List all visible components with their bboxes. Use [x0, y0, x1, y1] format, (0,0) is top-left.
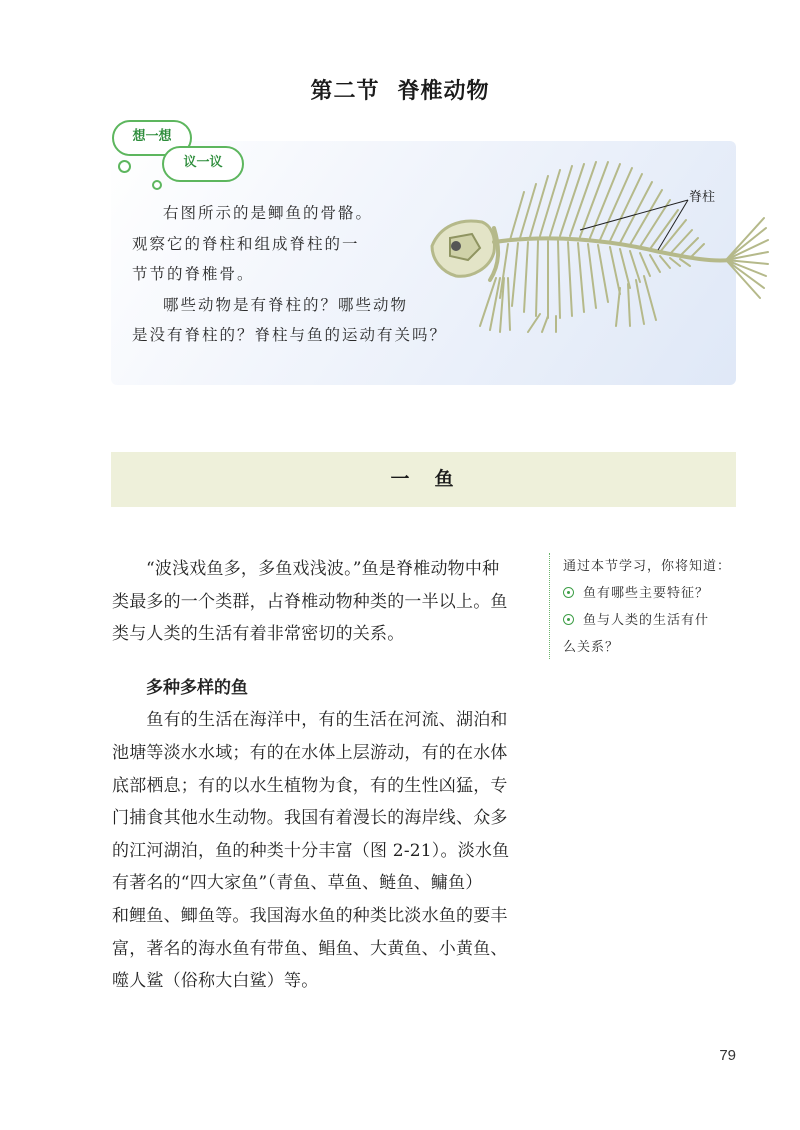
learning-goal-text: 鱼有哪些主要特征？	[583, 586, 710, 601]
intro-line: 类最多的一个类群，占脊椎动物种类的一半以上。鱼	[112, 591, 508, 612]
body-line: 鱼有的生活在海洋中，有的生活在河流、湖泊和	[112, 710, 508, 731]
learning-goals-title: 通过本节学习，你将知道：	[563, 559, 732, 574]
body-line: 的江河湖泊，鱼的种类十分丰富（图 2-21）。淡水鱼	[112, 840, 510, 861]
body-line: 池塘等淡水水域；有的在水体上层游动，有的在水体	[112, 742, 508, 763]
body-paragraph	[112, 704, 542, 997]
body-line: 底部栖息；有的以水生植物为食，有的生性凶猛，专	[112, 775, 508, 796]
spine-label: 脊柱	[689, 190, 716, 205]
body-line: 噬人鲨（俗称大白鲨）等。	[112, 971, 319, 992]
learning-goals-note	[549, 553, 751, 659]
target-bullet-icon	[563, 614, 574, 625]
body-line: 富，著名的海水鱼有带鱼、鲳鱼、大黄鱼、小黄鱼、	[112, 938, 508, 959]
bubble-dot-small	[152, 180, 162, 190]
learning-goal-item	[563, 580, 751, 607]
learning-goal-item	[563, 607, 751, 634]
section-number: 第二节	[310, 79, 380, 104]
bubble-dot-large	[118, 160, 131, 173]
section-name: 脊椎动物	[397, 79, 490, 104]
body-line: 有著名的“四大家鱼”（青鱼、草鱼、鲢鱼、鳙鱼）	[112, 873, 483, 894]
body-line: 门捕食其他水生动物。我国有着漫长的海岸线、众多	[112, 808, 508, 829]
think-line: 观察它的脊柱和组成脊柱的一	[132, 234, 360, 253]
subheading: 多种多样的鱼	[146, 677, 248, 698]
section-banner: 一 鱼	[111, 452, 736, 507]
think-line: 哪些动物是有脊柱的？哪些动物	[163, 295, 409, 314]
learning-goal-text: 鱼与人类的生活有什	[583, 613, 710, 628]
think-line: 右图所示的是鲫鱼的骨骼。	[163, 204, 374, 222]
think-line: 是没有脊柱的？脊柱与鱼的运动有关吗？	[132, 326, 448, 344]
discuss-bubble: 议一议	[162, 146, 244, 182]
page-number: 79	[719, 1047, 736, 1064]
think-line: 节节的脊椎骨。	[132, 265, 255, 283]
think-discuss-text	[132, 198, 462, 351]
target-bullet-icon	[563, 587, 574, 598]
body-line: 和鲤鱼、鲫鱼等。我国海水鱼的种类比淡水鱼的要丰	[112, 905, 508, 926]
think-bubble: 想一想	[112, 120, 192, 156]
main-text-column	[112, 553, 542, 998]
fish-skeleton-svg	[420, 148, 770, 333]
learning-goal-continuation: 么关系？	[563, 640, 620, 655]
page-title	[0, 74, 800, 105]
fish-skeleton-illustration	[420, 148, 770, 333]
intro-line: 类与人类的生活有着非常密切的关系。	[112, 624, 405, 645]
intro-line: “波浅戏鱼多，多鱼戏浅波。”鱼是脊椎动物中种	[146, 559, 500, 579]
